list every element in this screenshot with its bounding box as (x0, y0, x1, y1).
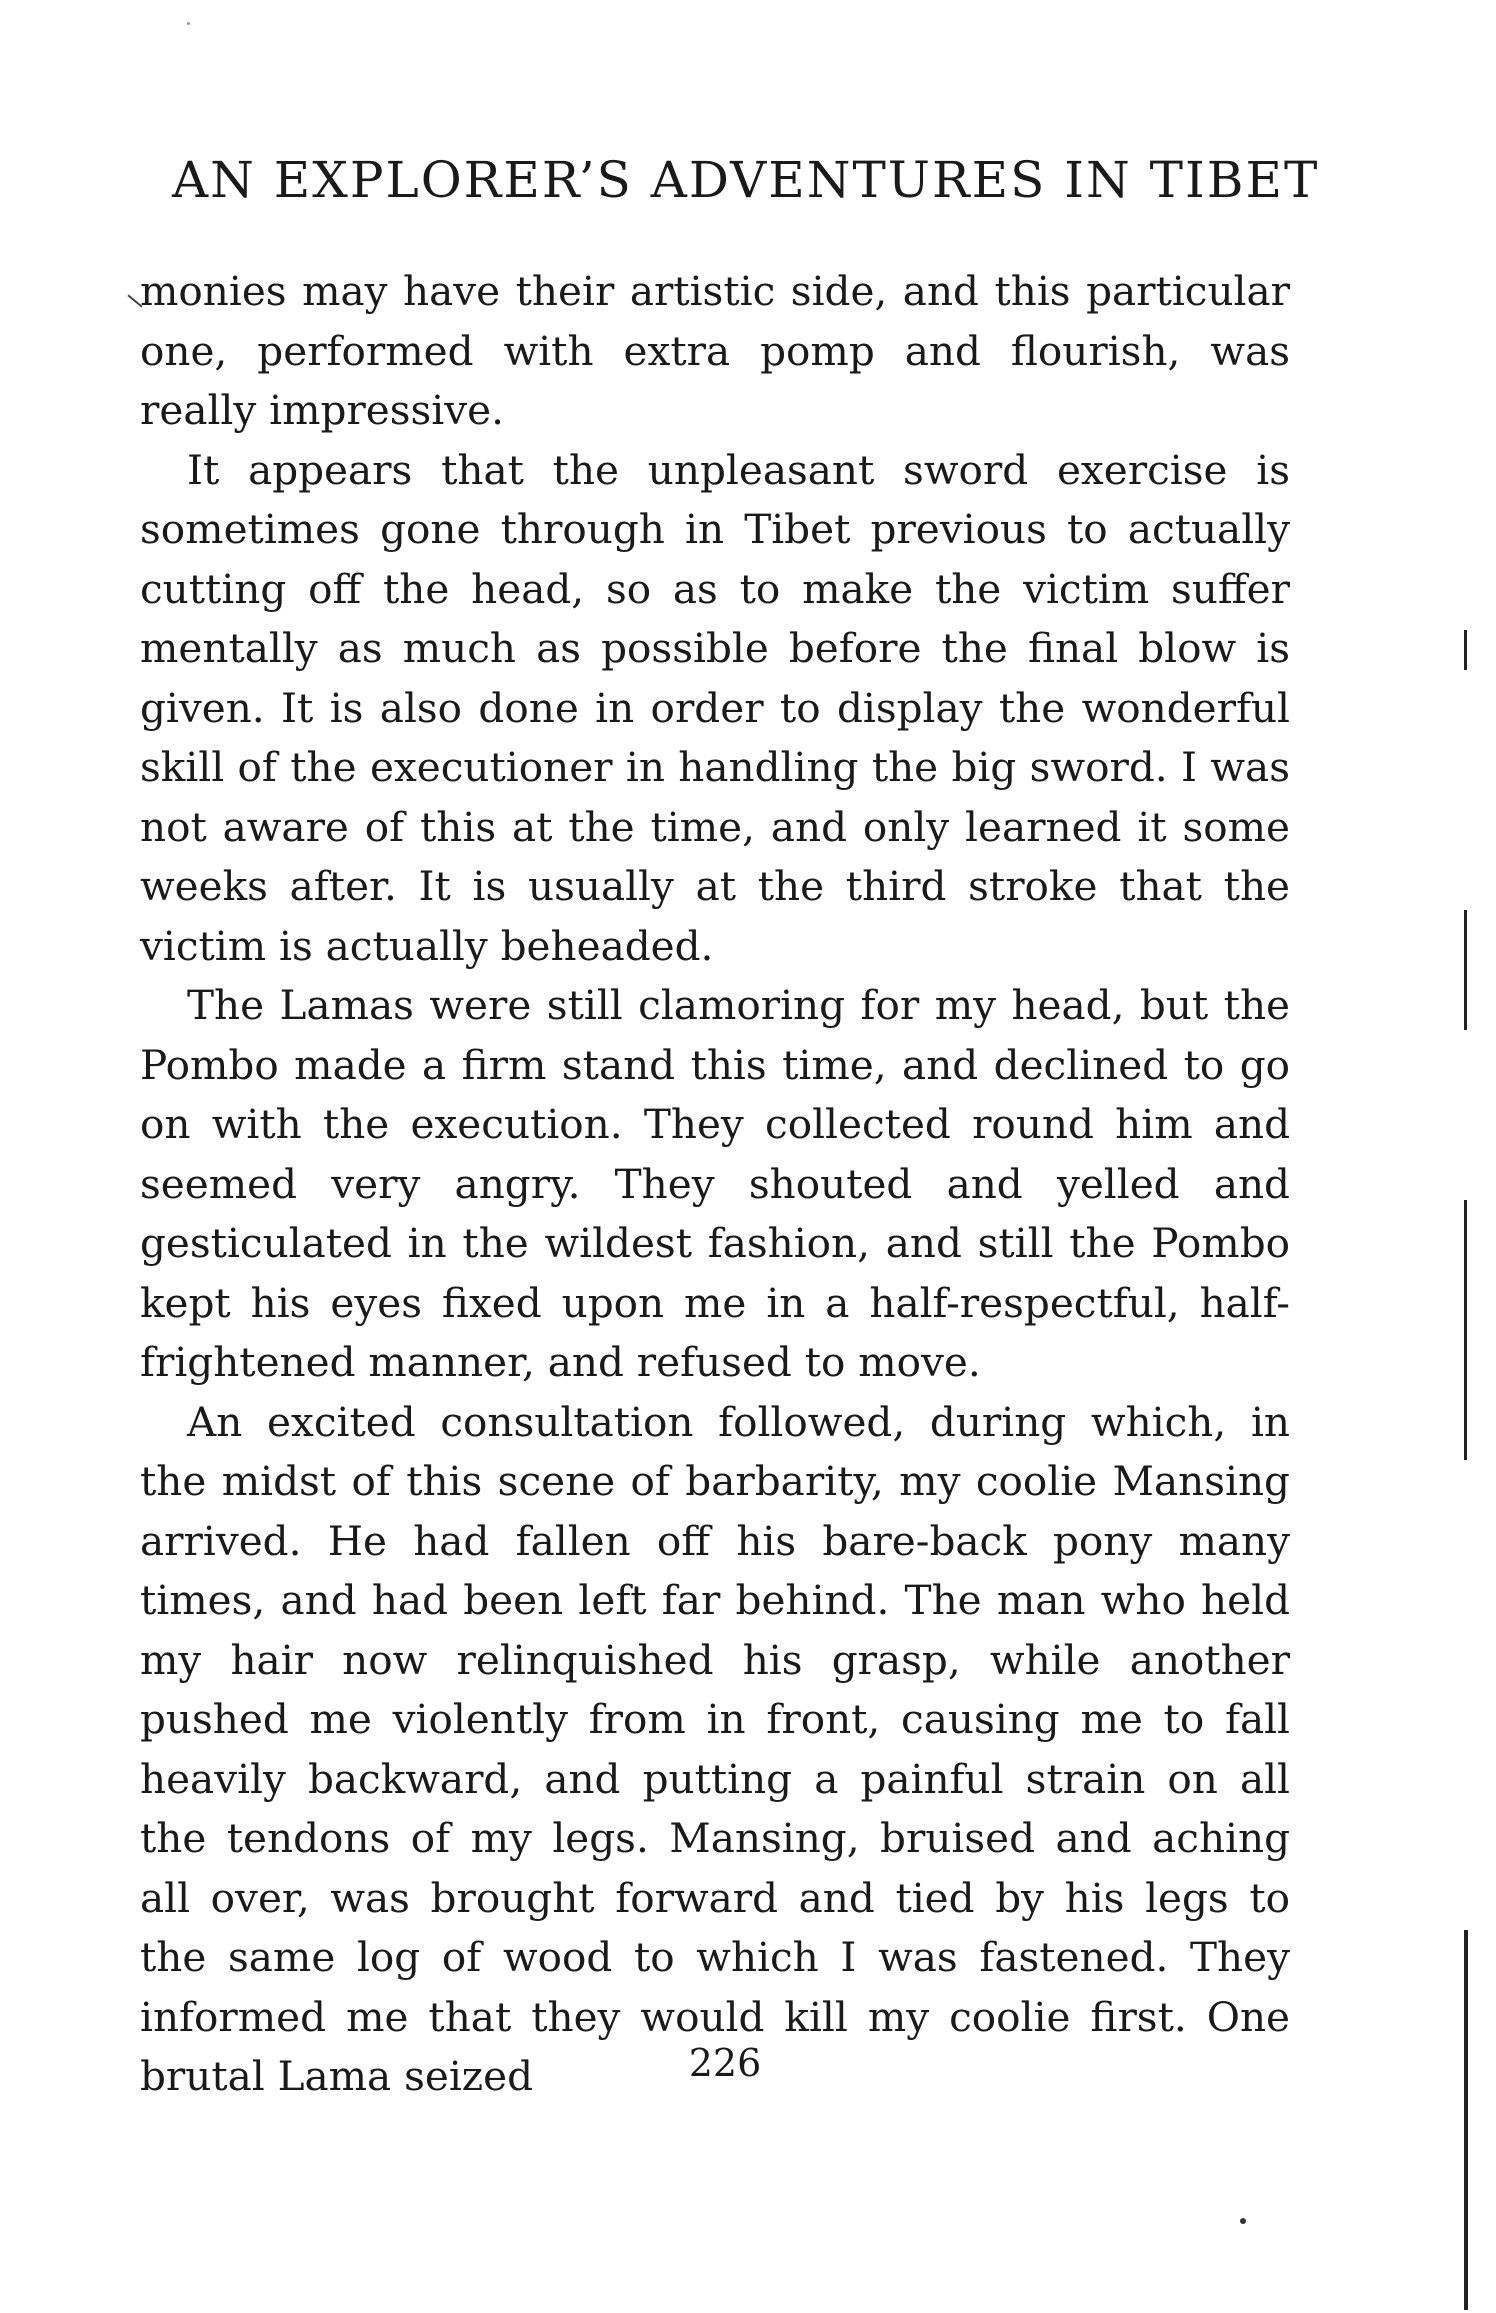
scan-speck (1240, 2218, 1246, 2224)
scan-speck (187, 22, 190, 25)
paragraph: An excited consultation followed, during which, in the midst of this scene of barbarity, my coolie Mansing arrived. He had fallen off his bare-back pony many times, and had been left far behind. The man who held my hair now relinquished his grasp, while another pushed me violently from in front, causing me to fall heavily backward, and putting a painful strain on all the tendons of my legs. Mansing, bruised and aching all over, was brought forward and tied by his legs to the same log of wood to which I was fastened. They informed me that they would kill my coolie first. One brutal Lama seized (140, 1397, 1290, 2100)
scan-edge-line (1464, 1930, 1468, 2310)
scan-edge-line (1464, 1200, 1467, 1460)
running-header: AN EXPLORER’S ADVENTURES IN TIBET (172, 151, 1320, 209)
scan-edge-line (1464, 910, 1467, 1030)
page-number: 226 (688, 2041, 762, 2085)
paragraph: It appears that the unpleasant sword exercise is sometimes gone through in Tibet previous to actually cutting off the head, so as to make the victim suffer mentally as much as possible before the final blow is given. It is also done in order to display the wonderful skill of the executioner in handling the big sword. I was not aware of this at the time, and only learned it some weeks after. It is usually at the third stroke that the victim is actually beheaded. (140, 445, 1290, 970)
body-text (140, 262, 1290, 2107)
paragraph-continued: monies may have their artistic side, and this particular one, performed with extra pomp and flourish, was really impressive. (140, 267, 1290, 434)
scan-edge-line (1464, 630, 1467, 670)
paragraph: The Lamas were still clamoring for my head, but the Pombo made a firm stand this time, and declined to go on with the execution. They collected round him and seemed very angry. They shouted and yelled and gesticulated in the wildest fashion, and still the Pombo kept his eyes fixed upon me in a half-respectful, half-frightened manner, and refused to move. (140, 981, 1290, 1386)
